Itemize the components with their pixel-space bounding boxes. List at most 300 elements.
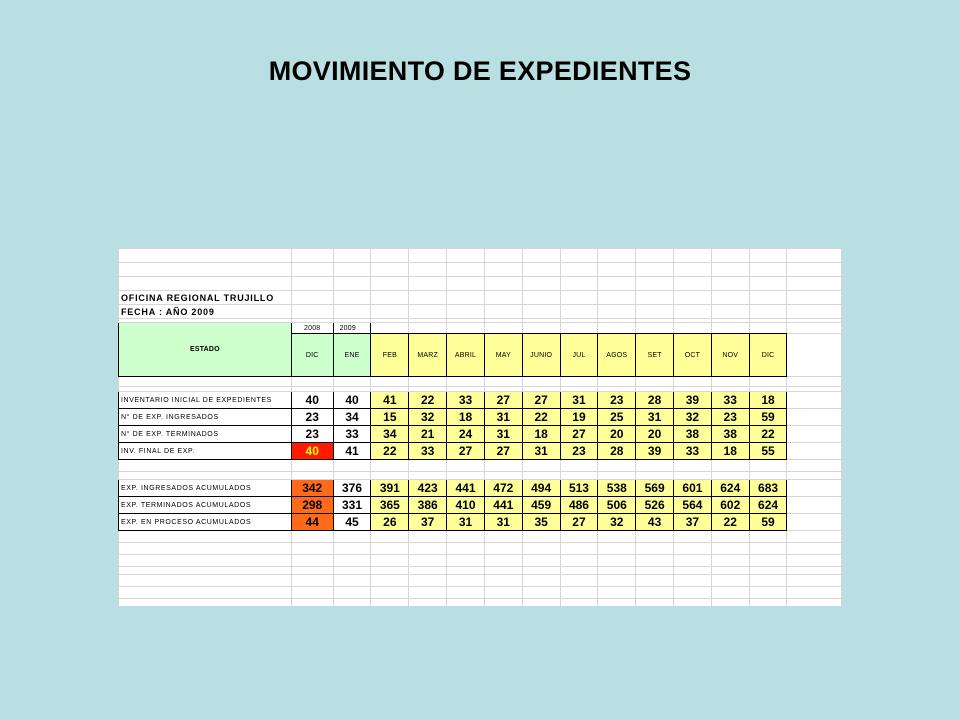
blank-cell xyxy=(711,305,749,319)
blank-cell xyxy=(484,263,522,277)
blank-cell xyxy=(371,377,409,387)
blank-cell xyxy=(371,587,409,599)
blank-cell xyxy=(636,531,674,543)
blank-cell xyxy=(598,305,636,319)
blank-cell xyxy=(787,392,842,409)
blank-cell xyxy=(447,472,485,480)
value-cell: 423 xyxy=(409,480,447,497)
blank-row xyxy=(119,575,842,587)
value-cell: 21 xyxy=(409,426,447,443)
blank-cell xyxy=(371,575,409,587)
blank-cell xyxy=(447,587,485,599)
expedientes-table xyxy=(118,248,842,606)
office-name: OFICINA REGIONAL TRUJILLO xyxy=(119,291,292,305)
blank-cell xyxy=(749,263,787,277)
blank-cell xyxy=(560,575,598,587)
value-cell: 31 xyxy=(484,514,522,531)
blank-cell xyxy=(598,291,636,305)
value-cell: 23 xyxy=(560,443,598,460)
blank-cell xyxy=(484,460,522,472)
blank-cell xyxy=(560,460,598,472)
blank-cell xyxy=(787,555,842,567)
value-cell: 20 xyxy=(598,426,636,443)
blank-cell xyxy=(674,291,712,305)
value-cell: 24 xyxy=(447,426,485,443)
blank-cell xyxy=(674,543,712,555)
blank-cell xyxy=(409,531,447,543)
blank-cell xyxy=(711,587,749,599)
blank-cell xyxy=(636,599,674,607)
blank-cell xyxy=(674,555,712,567)
value-cell: 28 xyxy=(636,392,674,409)
blank-cell xyxy=(119,472,292,480)
blank-cell xyxy=(291,531,333,543)
blank-cell xyxy=(711,472,749,480)
data-row xyxy=(119,392,842,409)
blank-cell xyxy=(409,575,447,587)
value-cell: 55 xyxy=(749,443,787,460)
blank-cell xyxy=(636,472,674,480)
blank-cell xyxy=(749,555,787,567)
value-cell: 38 xyxy=(674,426,712,443)
blank-cell xyxy=(636,263,674,277)
blank-cell xyxy=(447,249,485,263)
blank-cell xyxy=(333,291,371,305)
blank-cell xyxy=(371,249,409,263)
value-cell: 37 xyxy=(409,514,447,531)
blank-cell xyxy=(598,531,636,543)
blank-cell xyxy=(636,567,674,575)
value-cell: 31 xyxy=(447,514,485,531)
blank-cell xyxy=(409,587,447,599)
blank-cell xyxy=(484,575,522,587)
blank-cell xyxy=(674,460,712,472)
blank-cell xyxy=(333,543,371,555)
value-cell: 376 xyxy=(333,480,371,497)
value-cell: 32 xyxy=(598,514,636,531)
value-cell: 298 xyxy=(291,497,333,514)
blank-cell xyxy=(333,472,371,480)
blank-cell xyxy=(560,263,598,277)
blank-cell xyxy=(787,567,842,575)
blank-cell xyxy=(560,305,598,319)
month-header: SET xyxy=(636,334,674,377)
value-cell: 32 xyxy=(674,409,712,426)
blank-cell xyxy=(674,599,712,607)
blank-cell xyxy=(333,277,371,291)
blank-cell xyxy=(636,575,674,587)
blank-cell xyxy=(560,599,598,607)
blank-cell xyxy=(291,567,333,575)
data-row xyxy=(119,514,842,531)
value-cell: 39 xyxy=(674,392,712,409)
blank-cell xyxy=(787,575,842,587)
blank-cell xyxy=(674,377,712,387)
blank-cell xyxy=(560,323,598,334)
blank-cell xyxy=(787,599,842,607)
office-name-row xyxy=(119,291,842,305)
blank-cell xyxy=(636,555,674,567)
blank-cell xyxy=(291,543,333,555)
blank-cell xyxy=(560,555,598,567)
value-cell: 22 xyxy=(409,392,447,409)
value-cell: 37 xyxy=(674,514,712,531)
blank-cell xyxy=(711,323,749,334)
data-row xyxy=(119,426,842,443)
value-cell: 538 xyxy=(598,480,636,497)
blank-cell xyxy=(598,543,636,555)
value-cell: 31 xyxy=(522,443,560,460)
blank-cell xyxy=(787,543,842,555)
value-cell: 43 xyxy=(636,514,674,531)
month-header: ENE xyxy=(333,334,371,377)
month-header: DIC xyxy=(291,334,333,377)
blank-cell xyxy=(636,543,674,555)
blank-cell xyxy=(749,587,787,599)
blank-cell xyxy=(291,575,333,587)
blank-cell xyxy=(447,460,485,472)
value-cell: 27 xyxy=(484,443,522,460)
month-header: FEB xyxy=(371,334,409,377)
data-row xyxy=(119,497,842,514)
value-cell: 15 xyxy=(371,409,409,426)
blank-cell xyxy=(522,263,560,277)
blank-cell xyxy=(447,543,485,555)
blank-cell xyxy=(787,377,842,387)
date-line-row xyxy=(119,305,842,319)
blank-cell xyxy=(711,377,749,387)
value-cell: 33 xyxy=(333,426,371,443)
month-header: JUL xyxy=(560,334,598,377)
blank-cell xyxy=(447,291,485,305)
value-cell: 22 xyxy=(522,409,560,426)
data-row xyxy=(119,409,842,426)
blank-row xyxy=(119,555,842,567)
value-cell: 40 xyxy=(291,392,333,409)
blank-cell xyxy=(371,305,409,319)
blank-cell xyxy=(447,555,485,567)
month-header: ABRIL xyxy=(447,334,485,377)
blank-cell xyxy=(409,323,447,334)
value-cell: 365 xyxy=(371,497,409,514)
value-cell: 28 xyxy=(598,443,636,460)
blank-cell xyxy=(598,599,636,607)
row-label: N° DE EXP. TERMINADOS xyxy=(119,426,292,443)
blank-cell xyxy=(484,567,522,575)
blank-cell xyxy=(409,263,447,277)
blank-cell xyxy=(636,377,674,387)
blank-cell xyxy=(119,263,292,277)
blank-cell xyxy=(522,531,560,543)
blank-cell xyxy=(636,323,674,334)
month-header: NOV xyxy=(711,334,749,377)
blank-cell xyxy=(484,587,522,599)
blank-cell xyxy=(674,263,712,277)
data-row xyxy=(119,480,842,497)
value-cell: 18 xyxy=(522,426,560,443)
value-cell: 391 xyxy=(371,480,409,497)
blank-cell xyxy=(560,291,598,305)
blank-cell xyxy=(371,555,409,567)
header-year-row xyxy=(119,323,842,334)
blank-cell xyxy=(291,277,333,291)
blank-cell xyxy=(447,377,485,387)
blank-cell xyxy=(522,472,560,480)
blank-cell xyxy=(484,249,522,263)
blank-cell xyxy=(749,460,787,472)
value-cell: 34 xyxy=(371,426,409,443)
blank-cell xyxy=(787,305,842,319)
year-2009-header: 2009 xyxy=(333,323,371,334)
blank-cell xyxy=(636,587,674,599)
blank-cell xyxy=(522,377,560,387)
value-cell: 31 xyxy=(560,392,598,409)
blank-cell xyxy=(447,323,485,334)
blank-cell xyxy=(291,472,333,480)
blank-cell xyxy=(409,291,447,305)
blank-cell xyxy=(598,323,636,334)
blank-cell xyxy=(674,531,712,543)
value-cell: 32 xyxy=(409,409,447,426)
blank-cell xyxy=(119,249,292,263)
blank-cell xyxy=(291,587,333,599)
blank-cell xyxy=(598,575,636,587)
blank-cell xyxy=(787,249,842,263)
row-label: INVENTARIO INICIAL DE EXPEDIENTES xyxy=(119,392,292,409)
data-row xyxy=(119,443,842,460)
blank-cell xyxy=(409,277,447,291)
blank-cell xyxy=(560,377,598,387)
month-header: OCT xyxy=(674,334,712,377)
value-cell: 33 xyxy=(711,392,749,409)
blank-cell xyxy=(787,426,842,443)
value-cell: 27 xyxy=(484,392,522,409)
date-line: FECHA : AÑO 2009 xyxy=(119,305,292,319)
row-label: EXP. INGRESADOS ACUMULADOS xyxy=(119,480,292,497)
blank-cell xyxy=(447,263,485,277)
blank-row xyxy=(119,277,842,291)
value-cell: 683 xyxy=(749,480,787,497)
value-cell: 441 xyxy=(447,480,485,497)
value-cell: 506 xyxy=(598,497,636,514)
blank-cell xyxy=(409,543,447,555)
value-cell: 526 xyxy=(636,497,674,514)
blank-cell xyxy=(711,291,749,305)
blank-cell xyxy=(333,377,371,387)
month-header: MAY xyxy=(484,334,522,377)
blank-cell xyxy=(787,480,842,497)
year-2008-header: 2008 xyxy=(291,323,333,334)
value-cell: 601 xyxy=(674,480,712,497)
blank-cell xyxy=(711,567,749,575)
blank-cell xyxy=(711,460,749,472)
blank-cell xyxy=(447,531,485,543)
blank-cell xyxy=(522,567,560,575)
blank-cell xyxy=(371,460,409,472)
blank-cell xyxy=(636,249,674,263)
blank-cell xyxy=(598,263,636,277)
value-cell: 41 xyxy=(333,443,371,460)
blank-cell xyxy=(409,460,447,472)
blank-cell xyxy=(711,575,749,587)
value-cell: 459 xyxy=(522,497,560,514)
blank-cell xyxy=(119,555,292,567)
value-cell: 23 xyxy=(598,392,636,409)
blank-cell xyxy=(291,555,333,567)
blank-cell xyxy=(333,249,371,263)
blank-cell xyxy=(787,443,842,460)
blank-row xyxy=(119,587,842,599)
blank-cell xyxy=(119,567,292,575)
value-cell: 25 xyxy=(598,409,636,426)
blank-cell xyxy=(333,263,371,277)
blank-cell xyxy=(447,567,485,575)
value-cell: 27 xyxy=(560,426,598,443)
blank-cell xyxy=(119,587,292,599)
value-cell: 41 xyxy=(371,392,409,409)
blank-cell xyxy=(787,497,842,514)
blank-cell xyxy=(333,599,371,607)
blank-cell xyxy=(409,249,447,263)
value-cell: 441 xyxy=(484,497,522,514)
blank-cell xyxy=(749,323,787,334)
blank-row xyxy=(119,377,842,387)
value-cell: 23 xyxy=(711,409,749,426)
value-cell: 624 xyxy=(711,480,749,497)
value-cell: 20 xyxy=(636,426,674,443)
blank-cell xyxy=(560,587,598,599)
blank-cell xyxy=(333,587,371,599)
row-label: N° DE EXP. INGRESADOS xyxy=(119,409,292,426)
value-cell: 22 xyxy=(711,514,749,531)
blank-cell xyxy=(119,575,292,587)
value-cell: 39 xyxy=(636,443,674,460)
blank-cell xyxy=(522,460,560,472)
blank-cell xyxy=(291,460,333,472)
blank-cell xyxy=(522,587,560,599)
value-cell: 31 xyxy=(484,409,522,426)
spreadsheet xyxy=(118,248,842,606)
blank-cell xyxy=(291,305,333,319)
value-cell: 40 xyxy=(333,392,371,409)
blank-cell xyxy=(371,277,409,291)
value-cell: 22 xyxy=(749,426,787,443)
blank-cell xyxy=(371,472,409,480)
blank-cell xyxy=(787,460,842,472)
blank-cell xyxy=(447,599,485,607)
blank-cell xyxy=(560,277,598,291)
blank-cell xyxy=(598,567,636,575)
value-cell: 59 xyxy=(749,409,787,426)
blank-cell xyxy=(333,460,371,472)
blank-cell xyxy=(636,291,674,305)
blank-cell xyxy=(371,291,409,305)
blank-cell xyxy=(447,277,485,291)
blank-cell xyxy=(522,555,560,567)
blank-cell xyxy=(484,543,522,555)
blank-cell xyxy=(787,277,842,291)
blank-row xyxy=(119,599,842,607)
blank-cell xyxy=(484,305,522,319)
blank-cell xyxy=(598,460,636,472)
blank-cell xyxy=(749,472,787,480)
blank-cell xyxy=(484,323,522,334)
blank-cell xyxy=(749,567,787,575)
value-cell: 18 xyxy=(711,443,749,460)
blank-cell xyxy=(749,599,787,607)
blank-row xyxy=(119,543,842,555)
blank-cell xyxy=(787,323,842,334)
blank-cell xyxy=(484,472,522,480)
blank-row xyxy=(119,249,842,263)
blank-cell xyxy=(522,599,560,607)
blank-cell xyxy=(787,514,842,531)
blank-cell xyxy=(484,377,522,387)
blank-cell xyxy=(711,249,749,263)
blank-cell xyxy=(522,249,560,263)
blank-cell xyxy=(484,531,522,543)
blank-cell xyxy=(674,249,712,263)
value-cell: 569 xyxy=(636,480,674,497)
blank-cell xyxy=(560,531,598,543)
value-cell: 59 xyxy=(749,514,787,531)
blank-cell xyxy=(371,599,409,607)
blank-cell xyxy=(371,323,409,334)
blank-cell xyxy=(333,575,371,587)
value-cell: 472 xyxy=(484,480,522,497)
blank-cell xyxy=(560,567,598,575)
value-cell: 602 xyxy=(711,497,749,514)
blank-cell xyxy=(674,575,712,587)
blank-cell xyxy=(409,567,447,575)
value-cell: 31 xyxy=(484,426,522,443)
row-label: INV. FINAL DE EXP. xyxy=(119,443,292,460)
blank-cell xyxy=(749,305,787,319)
blank-cell xyxy=(119,277,292,291)
value-cell: 27 xyxy=(560,514,598,531)
value-cell: 22 xyxy=(371,443,409,460)
value-cell: 342 xyxy=(291,480,333,497)
blank-cell xyxy=(711,543,749,555)
blank-cell xyxy=(711,277,749,291)
value-cell: 410 xyxy=(447,497,485,514)
blank-cell xyxy=(371,543,409,555)
blank-cell xyxy=(522,305,560,319)
blank-cell xyxy=(291,291,333,305)
value-cell: 564 xyxy=(674,497,712,514)
value-cell: 23 xyxy=(291,426,333,443)
blank-cell xyxy=(598,587,636,599)
month-header: MARZ xyxy=(409,334,447,377)
blank-cell xyxy=(636,460,674,472)
value-cell: 18 xyxy=(447,409,485,426)
blank-cell xyxy=(522,291,560,305)
blank-row xyxy=(119,531,842,543)
blank-cell xyxy=(291,249,333,263)
blank-cell xyxy=(291,599,333,607)
blank-cell xyxy=(371,263,409,277)
estado-header: ESTADO xyxy=(119,323,292,377)
blank-cell xyxy=(522,323,560,334)
blank-cell xyxy=(598,277,636,291)
value-cell: 486 xyxy=(560,497,598,514)
value-cell: 19 xyxy=(560,409,598,426)
blank-cell xyxy=(711,599,749,607)
value-cell: 26 xyxy=(371,514,409,531)
blank-cell xyxy=(291,377,333,387)
row-label: EXP. EN PROCESO ACUMULADOS xyxy=(119,514,292,531)
blank-row xyxy=(119,472,842,480)
